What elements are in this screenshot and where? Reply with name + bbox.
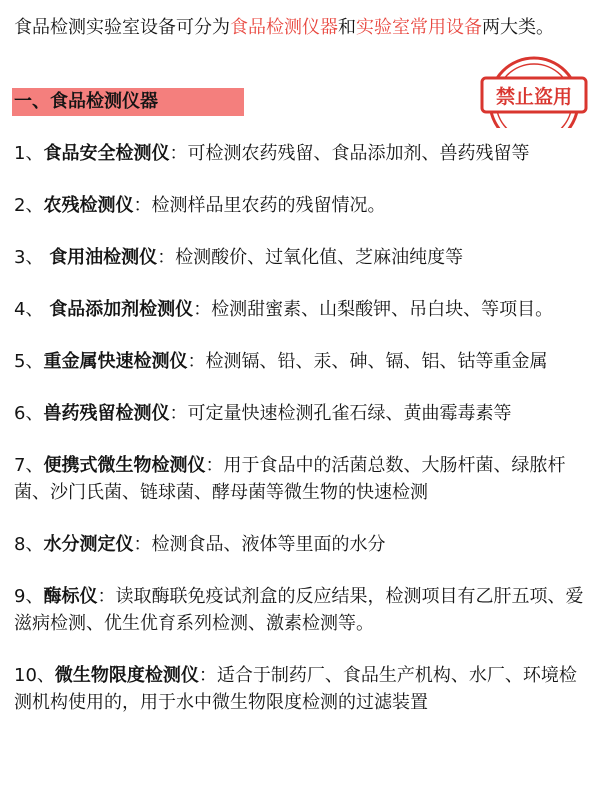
instrument-list	[14, 140, 584, 741]
intro-highlight-equipment: 实验室常用设备	[356, 17, 482, 38]
list-item: 3、 食用油检测仪：检测酸价、过氧化值、芝麻油纯度等	[14, 247, 464, 268]
list-item: 6、兽药残留检测仪：可定量快速检测孔雀石绿、黄曲霉毒素等	[14, 403, 512, 424]
list-item: 2、农残检测仪：检测样品里农药的残留情况。	[14, 195, 386, 216]
list-item: 5、重金属快速检测仪：检测镉、铅、汞、砷、镉、铝、钴等重金属	[14, 351, 548, 372]
list-item: 1、食品安全检测仪：可检测农药残留、食品添加剂、兽药残留等	[14, 143, 530, 164]
intro-paragraph	[14, 14, 580, 41]
intro-highlight-instruments: 食品检测仪器	[230, 17, 338, 38]
watermark-stamp-icon	[478, 56, 590, 128]
section-header: 一、食品检测仪器	[12, 88, 244, 116]
list-item: 4、 食品添加剂检测仪：检测甜蜜素、山梨酸钾、吊白块、等项目。	[14, 299, 554, 320]
intro-joiner: 和	[338, 17, 356, 38]
list-item: 10、微生物限度检测仪：适合于制药厂、食品生产机构、水厂、环境检测机构使用的，用于水中微生物限度检测的过滤装置	[14, 665, 577, 713]
intro-suffix: 两大类。	[482, 17, 554, 38]
stamp-text: 禁止盗用	[495, 86, 573, 108]
list-item: 9、酶标仪：读取酶联免疫试剂盒的反应结果，检测项目有乙肝五项、爱滋病检测、优生优育系列检测、激素检测等。	[14, 586, 584, 634]
list-item: 7、便携式微生物检测仪：用于食品中的活菌总数、大肠杆菌、绿脓杆菌、沙门氏菌、链球菌、酵母菌等微生物的快速检测	[14, 455, 566, 503]
list-item: 8、水分测定仪：检测食品、液体等里面的水分	[14, 534, 386, 555]
intro-prefix: 食品检测实验室设备可分为	[14, 17, 230, 38]
